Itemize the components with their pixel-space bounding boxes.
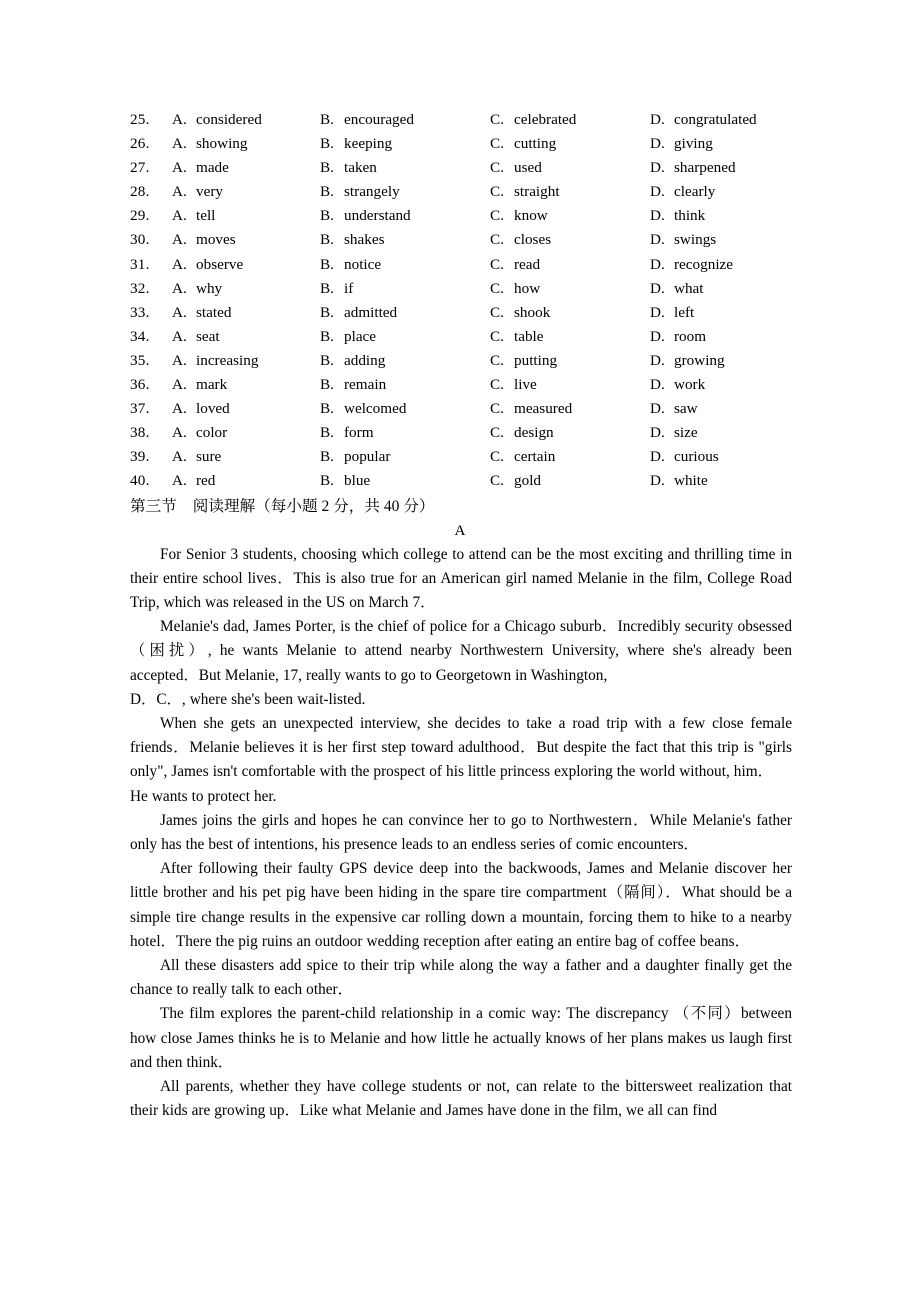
- cloze-question-number: 37.: [130, 400, 150, 418]
- cloze-option-c[interactable]: [490, 397, 572, 421]
- option-text: very: [196, 183, 223, 201]
- option-text: considered: [196, 111, 262, 128]
- option-letter: A.: [172, 351, 187, 369]
- cloze-option-c[interactable]: [490, 156, 542, 180]
- cloze-question-number: 34.: [130, 327, 150, 345]
- cloze-option-d[interactable]: [650, 397, 698, 421]
- cloze-option-c[interactable]: [490, 301, 550, 325]
- option-text: recognize: [674, 255, 734, 273]
- cloze-option-d[interactable]: [650, 325, 706, 349]
- option-text: what: [674, 279, 704, 297]
- option-text: observe: [196, 255, 244, 273]
- option-text: understand: [344, 207, 411, 225]
- cloze-option-d[interactable]: [650, 277, 704, 301]
- option-letter: D.: [650, 472, 665, 490]
- cloze-option-d[interactable]: [650, 445, 719, 469]
- option-letter: B.: [320, 279, 334, 297]
- option-letter: B.: [320, 448, 334, 466]
- option-text: stated: [196, 303, 232, 321]
- cloze-option-d[interactable]: [650, 469, 708, 493]
- option-text: white: [674, 472, 708, 490]
- passage-paragraph: For Senior 3 students, choosing which college to attend can be the most exciting and thrilling time in their entire school lives．This is also true for an American girl named Melanie in the film, College Road Trip, which was released in the US on March 7．: [130, 545, 792, 611]
- cloze-option-a[interactable]: [172, 373, 227, 397]
- cloze-option-row: [130, 108, 792, 132]
- cloze-option-row: [130, 253, 792, 277]
- option-text: shook: [514, 303, 551, 321]
- cloze-option-b[interactable]: [320, 301, 397, 325]
- passage-paragraph: After following their faulty GPS device deep into the backwoods, James and Melanie discover her little brother and his pet pig have been hiding in the spare tire compartment（隔间）．What should be a simple tire change results in the expensive car rolling down a mountain, forcing them to hike to a nearby hotel．There the pig ruins an outdoor wedding reception after eating an entire bag of coffee beans．: [130, 860, 792, 950]
- option-letter: D.: [650, 400, 665, 418]
- option-letter: B.: [320, 400, 334, 418]
- option-letter: D.: [650, 376, 665, 394]
- option-text: increasing: [196, 351, 259, 369]
- passage-paragraph: D．C．, where she's been wait-listed.: [130, 690, 366, 708]
- option-letter: B.: [320, 231, 334, 249]
- passage-paragraph: Melanie's dad, James Porter, is the chief of police for a Chicago suburb．Incredibly security obsessed（困扰）, he wants Melanie to attend nearby Northwestern University, where she's already been accepted．But Melanie, 17, really wants to go to Georgetown in Washington,: [130, 618, 792, 684]
- option-text: welcomed: [344, 400, 407, 418]
- cloze-question-number: 26.: [130, 135, 150, 153]
- cloze-option-b[interactable]: [320, 204, 411, 228]
- option-letter: C.: [490, 351, 504, 369]
- cloze-option-c[interactable]: [490, 253, 540, 277]
- cloze-option-row: [130, 132, 792, 156]
- option-letter: D.: [650, 303, 665, 321]
- section-heading: [130, 495, 792, 519]
- option-text: made: [196, 159, 229, 177]
- option-letter: B.: [320, 424, 334, 442]
- option-letter: C.: [490, 327, 504, 345]
- cloze-option-a[interactable]: [172, 301, 231, 325]
- cloze-option-row: [130, 325, 792, 349]
- option-letter: B.: [320, 111, 334, 128]
- option-text: if: [344, 279, 354, 297]
- option-text: work: [674, 376, 706, 394]
- option-letter: A.: [172, 135, 187, 153]
- option-letter: C.: [490, 135, 504, 153]
- option-letter: C.: [490, 111, 504, 128]
- option-text: popular: [344, 448, 391, 466]
- option-text: curious: [674, 448, 719, 466]
- cloze-option-d[interactable]: [650, 253, 733, 277]
- cloze-option-c[interactable]: [490, 469, 541, 493]
- cloze-option-a[interactable]: [172, 325, 220, 349]
- cloze-option-d[interactable]: [650, 204, 705, 228]
- option-text: moves: [196, 231, 236, 249]
- option-text: design: [514, 424, 554, 442]
- cloze-question-number: 29.: [130, 207, 150, 225]
- cloze-option-a[interactable]: [172, 469, 215, 493]
- cloze-option-row: [130, 277, 792, 301]
- option-letter: A.: [172, 111, 187, 128]
- cloze-option-row: [130, 397, 792, 421]
- cloze-option-row: [130, 469, 792, 493]
- option-text: straight: [514, 183, 560, 201]
- section-title: 阅读理解（每小题 2 分，共 40 分）: [192, 497, 435, 515]
- cloze-option-c[interactable]: [490, 132, 556, 156]
- passage-paragraph: James joins the girls and hopes he can convince her to go to Northwestern．While Melanie's father only has the best of intentions, his presence leads to an endless series of comic encounters．: [130, 811, 792, 853]
- cloze-option-d[interactable]: [650, 373, 705, 397]
- cloze-question-number: 28.: [130, 183, 150, 201]
- cloze-option-c[interactable]: [490, 421, 554, 445]
- cloze-question-number: 32.: [130, 279, 150, 297]
- option-letter: A.: [172, 255, 187, 273]
- cloze-option-d[interactable]: [650, 180, 715, 204]
- option-letter: A.: [172, 424, 187, 442]
- cloze-option-b[interactable]: [320, 180, 400, 204]
- cloze-option-b[interactable]: [320, 156, 377, 180]
- cloze-option-row: [130, 445, 792, 469]
- option-letter: A.: [172, 279, 187, 297]
- option-text: encouraged: [344, 111, 414, 128]
- option-letter: C.: [490, 400, 504, 418]
- cloze-option-row: [130, 156, 792, 180]
- option-letter: D.: [650, 327, 665, 345]
- option-letter: A.: [172, 303, 187, 321]
- cloze-question-number: 35.: [130, 351, 150, 369]
- option-letter: B.: [320, 255, 334, 273]
- option-letter: D.: [650, 424, 665, 442]
- option-text: sure: [196, 448, 222, 466]
- cloze-option-d[interactable]: [650, 108, 757, 132]
- option-text: blue: [344, 472, 371, 490]
- cloze-option-d[interactable]: [650, 228, 716, 252]
- option-letter: B.: [320, 376, 334, 394]
- option-text: remain: [344, 376, 387, 394]
- cloze-option-row: [130, 228, 792, 252]
- option-letter: D.: [650, 231, 665, 249]
- cloze-option-a[interactable]: [172, 156, 229, 180]
- cloze-question-number: 38.: [130, 424, 150, 442]
- option-text: clearly: [674, 183, 716, 201]
- option-text: measured: [514, 400, 573, 418]
- cloze-question-number: 36.: [130, 376, 150, 394]
- cloze-option-a[interactable]: [172, 180, 223, 204]
- option-letter: D.: [650, 111, 665, 128]
- cloze-option-d[interactable]: [650, 421, 698, 445]
- option-letter: A.: [172, 183, 187, 201]
- cloze-question-number: 39.: [130, 448, 150, 466]
- option-letter: A.: [172, 472, 187, 490]
- option-letter: B.: [320, 207, 334, 225]
- option-text: showing: [196, 135, 248, 153]
- option-letter: B.: [320, 351, 334, 369]
- cloze-option-c[interactable]: [490, 349, 557, 373]
- cloze-option-row: [130, 204, 792, 228]
- option-text: growing: [674, 351, 725, 369]
- option-text: swings: [674, 231, 717, 249]
- option-letter: C.: [490, 159, 504, 177]
- cloze-option-b[interactable]: [320, 469, 370, 493]
- option-letter: B.: [320, 159, 334, 177]
- option-letter: D.: [650, 448, 665, 466]
- cloze-option-c[interactable]: [490, 228, 551, 252]
- option-letter: A.: [172, 376, 187, 394]
- passage-paragraph: The film explores the parent-child relationship in a comic way: The discrepancy （不同）between how close James thinks he is to Melanie and how little he actually knows of her plans makes us laugh first and then think．: [130, 1005, 792, 1071]
- cloze-option-b[interactable]: [320, 253, 381, 277]
- cloze-option-a[interactable]: [172, 228, 236, 252]
- option-text: place: [344, 327, 377, 345]
- reading-passage: [130, 543, 792, 1124]
- option-text: notice: [344, 255, 382, 273]
- cloze-question-number: 27.: [130, 159, 150, 177]
- cloze-option-a[interactable]: [172, 204, 215, 228]
- option-text: color: [196, 424, 228, 442]
- option-letter: B.: [320, 135, 334, 153]
- cloze-option-b[interactable]: [320, 277, 353, 301]
- option-text: saw: [674, 400, 698, 418]
- cloze-option-a[interactable]: [172, 108, 262, 132]
- option-text: congratulated: [674, 111, 757, 128]
- option-text: sharpened: [674, 159, 736, 177]
- cloze-option-c[interactable]: [490, 277, 540, 301]
- option-letter: C.: [490, 207, 504, 225]
- cloze-option-a[interactable]: [172, 253, 243, 277]
- cloze-option-b[interactable]: [320, 228, 385, 252]
- option-letter: C.: [490, 255, 504, 273]
- option-letter: A.: [172, 207, 187, 225]
- option-letter: C.: [490, 448, 504, 466]
- option-text: loved: [196, 400, 230, 418]
- cloze-option-c[interactable]: [490, 445, 555, 469]
- option-letter: B.: [320, 327, 334, 345]
- section-label: 第三节: [130, 497, 177, 515]
- option-text: mark: [196, 376, 228, 394]
- cloze-question-number: 40.: [130, 472, 150, 490]
- option-letter: C.: [490, 424, 504, 442]
- option-text: read: [514, 255, 541, 273]
- passage-paragraph: When she gets an unexpected interview, she decides to take a road trip with a few close female friends．Melanie believes it is her first step toward adulthood．But despite the fact that this trip is "girls only", James isn't comfortable with the prospect of his little princess exploring the world without, him．: [130, 714, 792, 781]
- option-text: red: [196, 472, 216, 490]
- cloze-option-b[interactable]: [320, 349, 385, 373]
- cloze-option-b[interactable]: [320, 108, 414, 132]
- option-text: size: [674, 424, 698, 442]
- option-text: seat: [196, 327, 220, 345]
- cloze-option-b[interactable]: [320, 421, 374, 445]
- cloze-option-row: [130, 373, 792, 397]
- cloze-option-a[interactable]: [172, 132, 247, 156]
- cloze-option-b[interactable]: [320, 445, 390, 469]
- cloze-question-number: 31.: [130, 255, 150, 273]
- option-text: form: [344, 424, 374, 442]
- option-text: used: [514, 159, 542, 177]
- option-letter: D.: [650, 279, 665, 297]
- passage-paragraph: All these disasters add spice to their trip while along the way a father and a daughter finally get the chance to really talk to each other．: [130, 956, 792, 999]
- option-letter: D.: [650, 351, 665, 369]
- option-letter: B.: [320, 303, 334, 321]
- option-text: why: [196, 279, 223, 297]
- option-text: closes: [514, 231, 552, 249]
- option-letter: B.: [320, 472, 334, 490]
- cloze-option-a[interactable]: [172, 421, 227, 445]
- option-letter: C.: [490, 376, 504, 394]
- option-text: strangely: [344, 183, 400, 201]
- option-text: left: [674, 303, 695, 321]
- cloze-option-a[interactable]: [172, 349, 258, 373]
- option-letter: A.: [172, 159, 187, 177]
- cloze-option-row: [130, 180, 792, 204]
- cloze-option-row: [130, 349, 792, 373]
- option-letter: B.: [320, 183, 334, 201]
- option-text: live: [514, 376, 537, 394]
- option-text: tell: [196, 207, 216, 225]
- option-text: certain: [514, 448, 556, 466]
- option-text: giving: [674, 135, 713, 153]
- passage-label: A: [454, 521, 466, 539]
- option-text: room: [674, 327, 707, 345]
- option-text: celebrated: [514, 111, 577, 128]
- option-text: admitted: [344, 303, 398, 321]
- option-letter: C.: [490, 472, 504, 490]
- option-text: know: [514, 207, 548, 225]
- option-letter: D.: [650, 207, 665, 225]
- cloze-option-b[interactable]: [320, 397, 406, 421]
- option-letter: D.: [650, 183, 665, 201]
- cloze-question-number: 30.: [130, 231, 150, 249]
- option-text: keeping: [344, 135, 393, 153]
- cloze-option-c[interactable]: [490, 204, 548, 228]
- passage-paragraph: All parents, whether they have college students or not, can relate to the bittersweet realization that their kids are growing up．Like what Melanie and James have done in the film, we all can find: [130, 1077, 792, 1120]
- option-letter: C.: [490, 183, 504, 201]
- option-letter: C.: [490, 231, 504, 249]
- cloze-question-number: 25.: [130, 111, 150, 128]
- option-letter: A.: [172, 327, 187, 345]
- option-text: gold: [514, 472, 542, 490]
- option-text: cutting: [514, 135, 557, 153]
- cloze-option-c[interactable]: [490, 325, 544, 349]
- option-letter: A.: [172, 400, 187, 418]
- cloze-option-row: [130, 301, 792, 325]
- option-text: shakes: [344, 231, 385, 249]
- cloze-option-a[interactable]: [172, 397, 230, 421]
- option-letter: C.: [490, 279, 504, 297]
- option-letter: C.: [490, 303, 504, 321]
- option-text: think: [674, 207, 706, 225]
- option-text: how: [514, 279, 541, 297]
- cloze-question-number: 33.: [130, 303, 150, 321]
- cloze-option-c[interactable]: [490, 108, 576, 132]
- cloze-option-d[interactable]: [650, 156, 736, 180]
- option-letter: A.: [172, 231, 187, 249]
- option-text: adding: [344, 351, 386, 369]
- cloze-option-row: [130, 421, 792, 445]
- cloze-option-d[interactable]: [650, 301, 694, 325]
- cloze-option-c[interactable]: [490, 373, 537, 397]
- option-text: putting: [514, 351, 558, 369]
- cloze-option-b[interactable]: [320, 132, 392, 156]
- cloze-option-b[interactable]: [320, 373, 386, 397]
- option-text: taken: [344, 159, 377, 177]
- cloze-options-block: [130, 108, 792, 494]
- option-letter: D.: [650, 255, 665, 273]
- passage-paragraph: He wants to protect her.: [130, 787, 277, 805]
- cloze-option-a[interactable]: [172, 277, 222, 301]
- cloze-option-b[interactable]: [320, 325, 376, 349]
- cloze-option-c[interactable]: [490, 180, 560, 204]
- option-letter: D.: [650, 159, 665, 177]
- option-text: table: [514, 327, 544, 345]
- cloze-option-d[interactable]: [650, 132, 713, 156]
- option-letter: A.: [172, 448, 187, 466]
- cloze-option-a[interactable]: [172, 445, 221, 469]
- option-letter: D.: [650, 135, 665, 153]
- cloze-option-d[interactable]: [650, 349, 725, 373]
